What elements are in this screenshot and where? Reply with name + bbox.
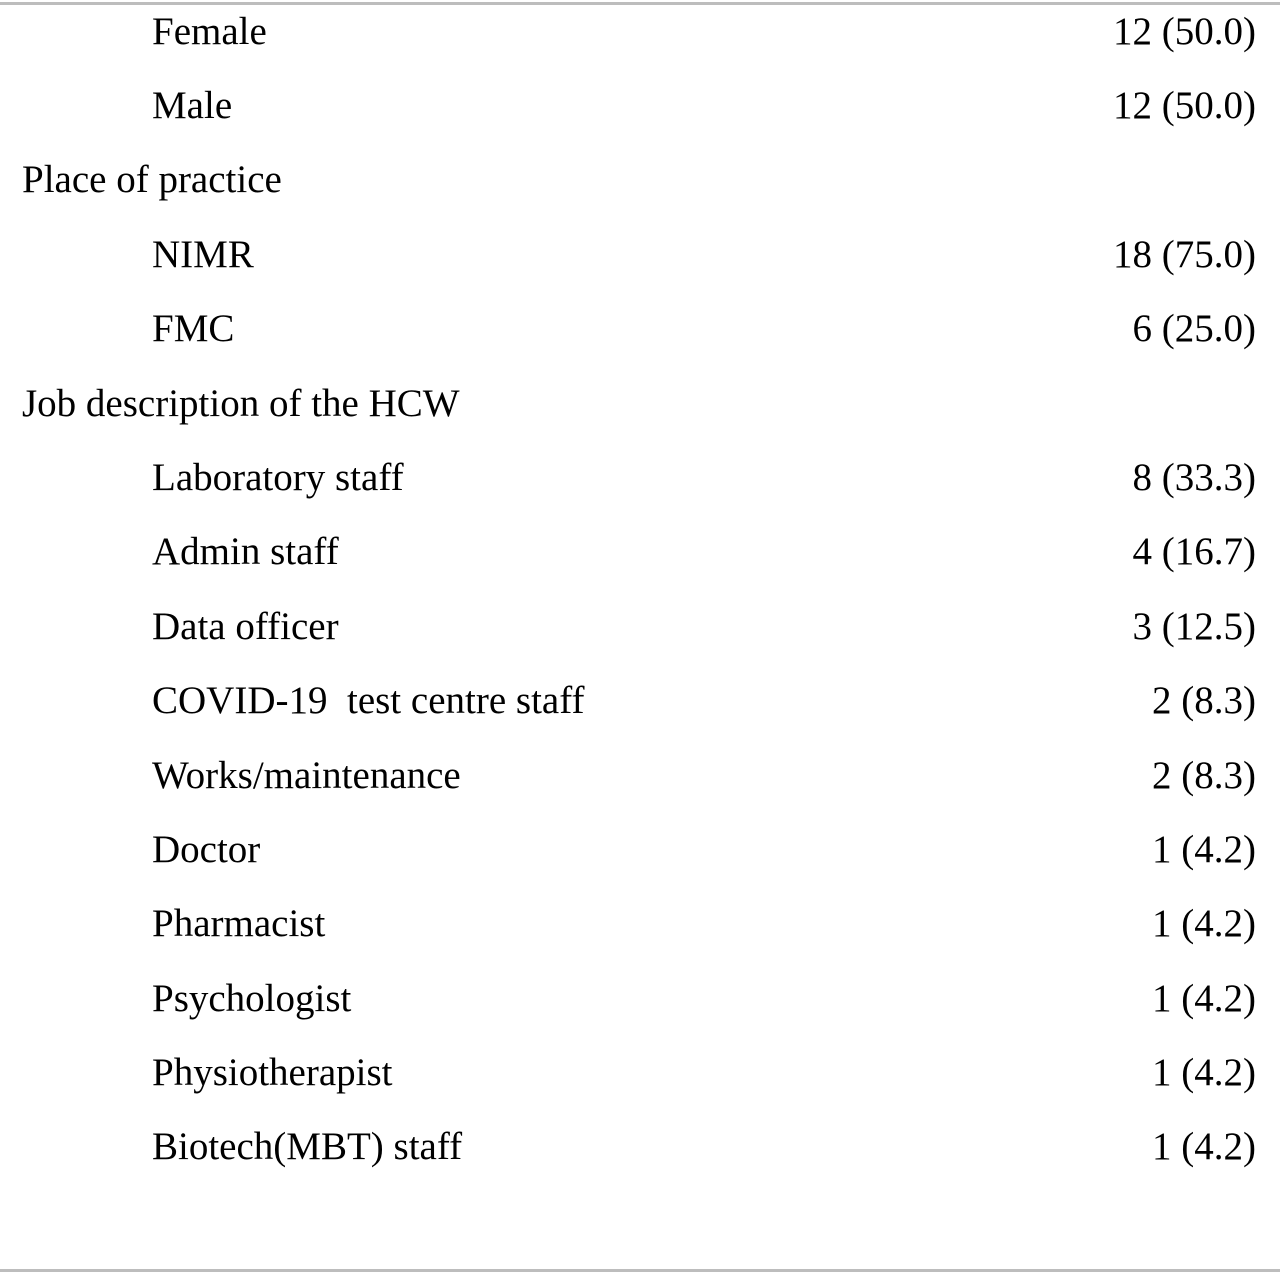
row-value: 12 (50.0) [1113, 84, 1256, 127]
row-value: 1 (4.2) [1152, 977, 1256, 1020]
row-label: Female [152, 10, 267, 53]
table-row-laboratory-staff [0, 441, 1280, 515]
group-label: Job description of the HCW [22, 382, 460, 425]
row-label: Admin staff [152, 530, 339, 573]
row-value: 1 (4.2) [1152, 1125, 1256, 1168]
row-value: 1 (4.2) [1152, 1051, 1256, 1094]
row-label: Biotech(MBT) staff [152, 1125, 463, 1168]
table-group-place-of-practice [0, 143, 1280, 217]
table-row-physiotherapist [0, 1036, 1280, 1110]
row-label: Data officer [152, 605, 339, 648]
group-label: Place of practice [22, 158, 282, 201]
row-value: 6 (25.0) [1132, 307, 1256, 350]
row-label: COVID-19 test centre staff [152, 679, 585, 722]
row-value: 18 (75.0) [1113, 233, 1256, 276]
row-label: FMC [152, 307, 235, 350]
row-label: Pharmacist [152, 902, 326, 945]
table-row-admin-staff [0, 515, 1280, 589]
row-label: Doctor [152, 828, 261, 871]
row-value: 1 (4.2) [1152, 828, 1256, 871]
row-value: 4 (16.7) [1132, 530, 1256, 573]
row-label: Laboratory staff [152, 456, 404, 499]
table-row-nimr [0, 218, 1280, 292]
row-value: 2 (8.3) [1152, 754, 1256, 797]
row-label: Psychologist [152, 977, 352, 1020]
table-row-psychologist [0, 962, 1280, 1036]
table-group-job-description [0, 367, 1280, 441]
table-row-biotech-staff [0, 1110, 1280, 1184]
row-value: 12 (50.0) [1113, 10, 1256, 53]
row-value: 8 (33.3) [1132, 456, 1256, 499]
row-value: 3 (12.5) [1132, 605, 1256, 648]
row-value: 1 (4.2) [1152, 902, 1256, 945]
row-label: NIMR [152, 233, 254, 276]
row-value: 2 (8.3) [1152, 679, 1256, 722]
table-row-pharmacist [0, 887, 1280, 961]
table-row-works-maintenance [0, 739, 1280, 813]
row-label: Works/maintenance [152, 754, 461, 797]
table-row-fmc [0, 292, 1280, 366]
table-row-male [0, 69, 1280, 143]
table-row-covid-test-centre-staff [0, 664, 1280, 738]
table-row-female [0, 0, 1280, 69]
table-row-data-officer [0, 590, 1280, 664]
row-label: Physiotherapist [152, 1051, 393, 1094]
table-row-doctor [0, 813, 1280, 887]
bottom-table-rule [0, 1269, 1280, 1272]
row-label: Male [152, 84, 233, 127]
